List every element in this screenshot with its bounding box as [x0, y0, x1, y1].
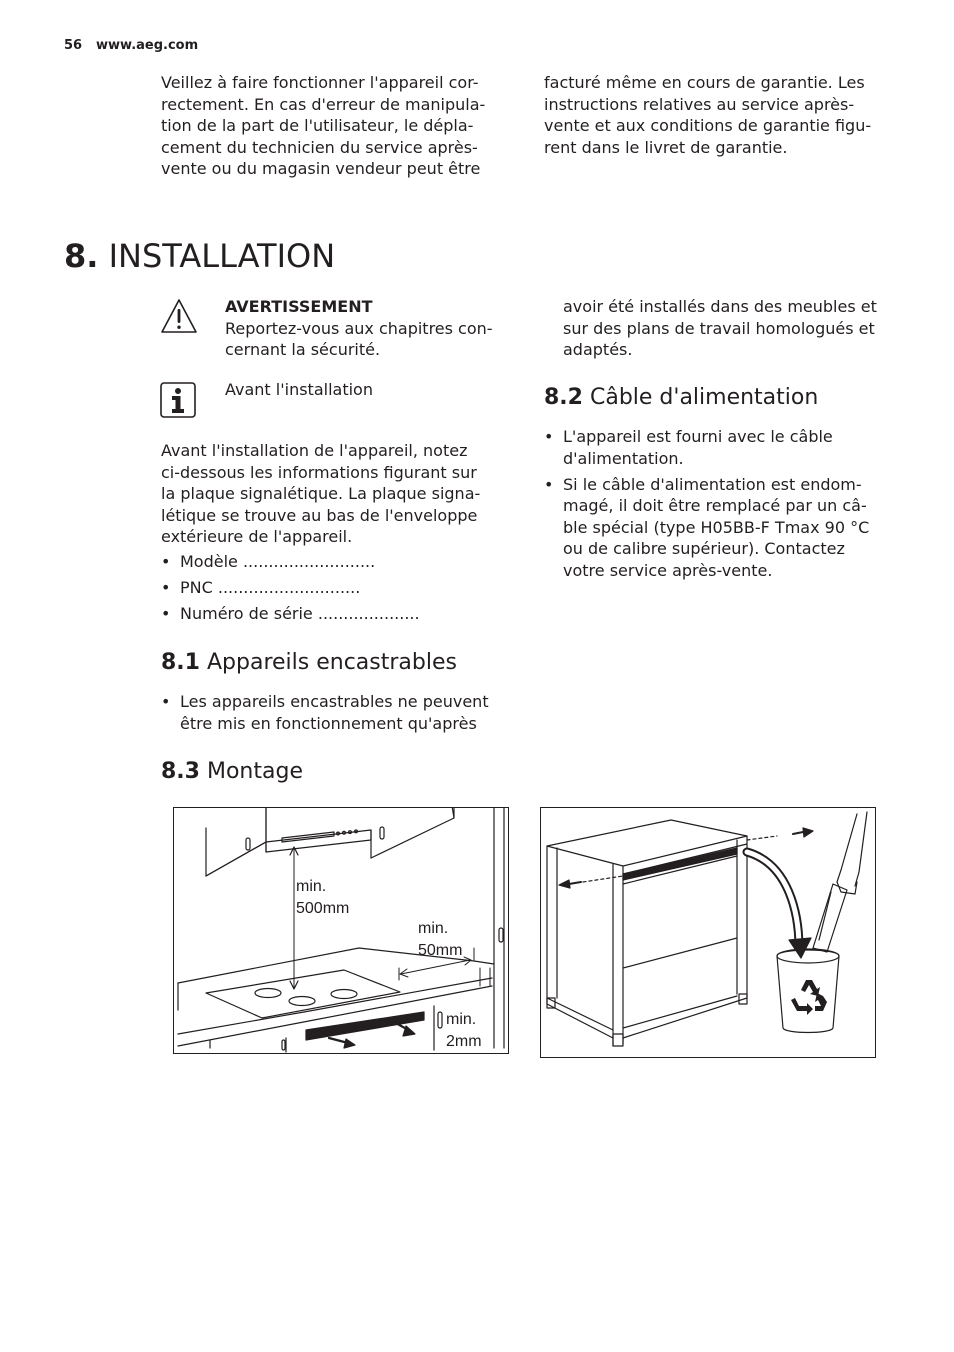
label-min-500mm: min. 500mm [296, 878, 350, 917]
intro-paragraph-col1: Veillez à faire fonctionner l'appareil cor- rectement. En cas d'erreur de manipula- tion de la part de l'utilisateur, le dépla- cement du technicien du service après- vente ou du magasin vendeur peut être [161, 73, 486, 178]
label-min-2mm: min. 2mm [446, 1011, 482, 1050]
list-item: • Les appareils encastrables ne peuvent être mis en fonctionnement qu'après [161, 691, 489, 734]
info-text: Avant l'installation [225, 380, 373, 399]
intro-paragraph-col2: facturé même en cours de garantie. Les instructions relatives au service après- vente et aux conditions de garantie figu- rent dans le livret de garantie. [544, 73, 872, 157]
section-8-1-continuation: avoir été installés dans des meubles et sur des plans de travail homologués et adaptés. [563, 297, 877, 359]
list-item: • Si le câble d'alimentation est endom- magé, il doit être remplacé par un câ- ble spécial (type H05BB-F Tmax 90 °C ou de calibre supérieur). Contactez votre service après-vente. [544, 474, 869, 582]
list-item: • PNC ............................ [161, 577, 420, 599]
label-min-50mm: min. 50mm [418, 920, 463, 959]
section-8-1-heading: 8.1 Appareils encastrables [161, 650, 457, 675]
before-install-paragraph: Avant l'installation de l'appareil, notez ci-dessous les informations figurant sur la plaque signalétique. La plaque signa- létique se trouve au bas de l'enveloppe extérieure de l'appareil. [161, 441, 481, 546]
packaging-removal-figure [540, 807, 876, 1058]
page-number: 56 [64, 38, 83, 53]
list-item: • Modèle .......................... [161, 551, 420, 573]
section-8-1-list [161, 691, 489, 734]
chapter-number: 8. [64, 237, 99, 275]
installation-clearance-figure [173, 807, 509, 1054]
rating-plate-list [161, 551, 420, 625]
section-8-3-heading: 8.3 Montage [161, 759, 303, 784]
header-url: www.aeg.com [96, 38, 199, 53]
info-icon [160, 382, 196, 418]
list-item: • L'appareil est fourni avec le câble d'alimentation. [544, 426, 869, 469]
section-8-2-heading: 8.2 Câble d'alimentation [544, 385, 819, 410]
section-8-2-list [544, 426, 869, 581]
warning-title: AVERTISSEMENT [225, 297, 373, 316]
recycle-icon [789, 976, 829, 1016]
warning-text: AVERTISSEMENT Reportez-vous aux chapitres con- cernant la sécurité. [225, 297, 493, 359]
list-item: • Numéro de série .................... [161, 603, 420, 625]
chapter-title: INSTALLATION [108, 237, 336, 275]
warning-triangle-icon [159, 297, 199, 337]
chapter-heading [64, 236, 335, 276]
